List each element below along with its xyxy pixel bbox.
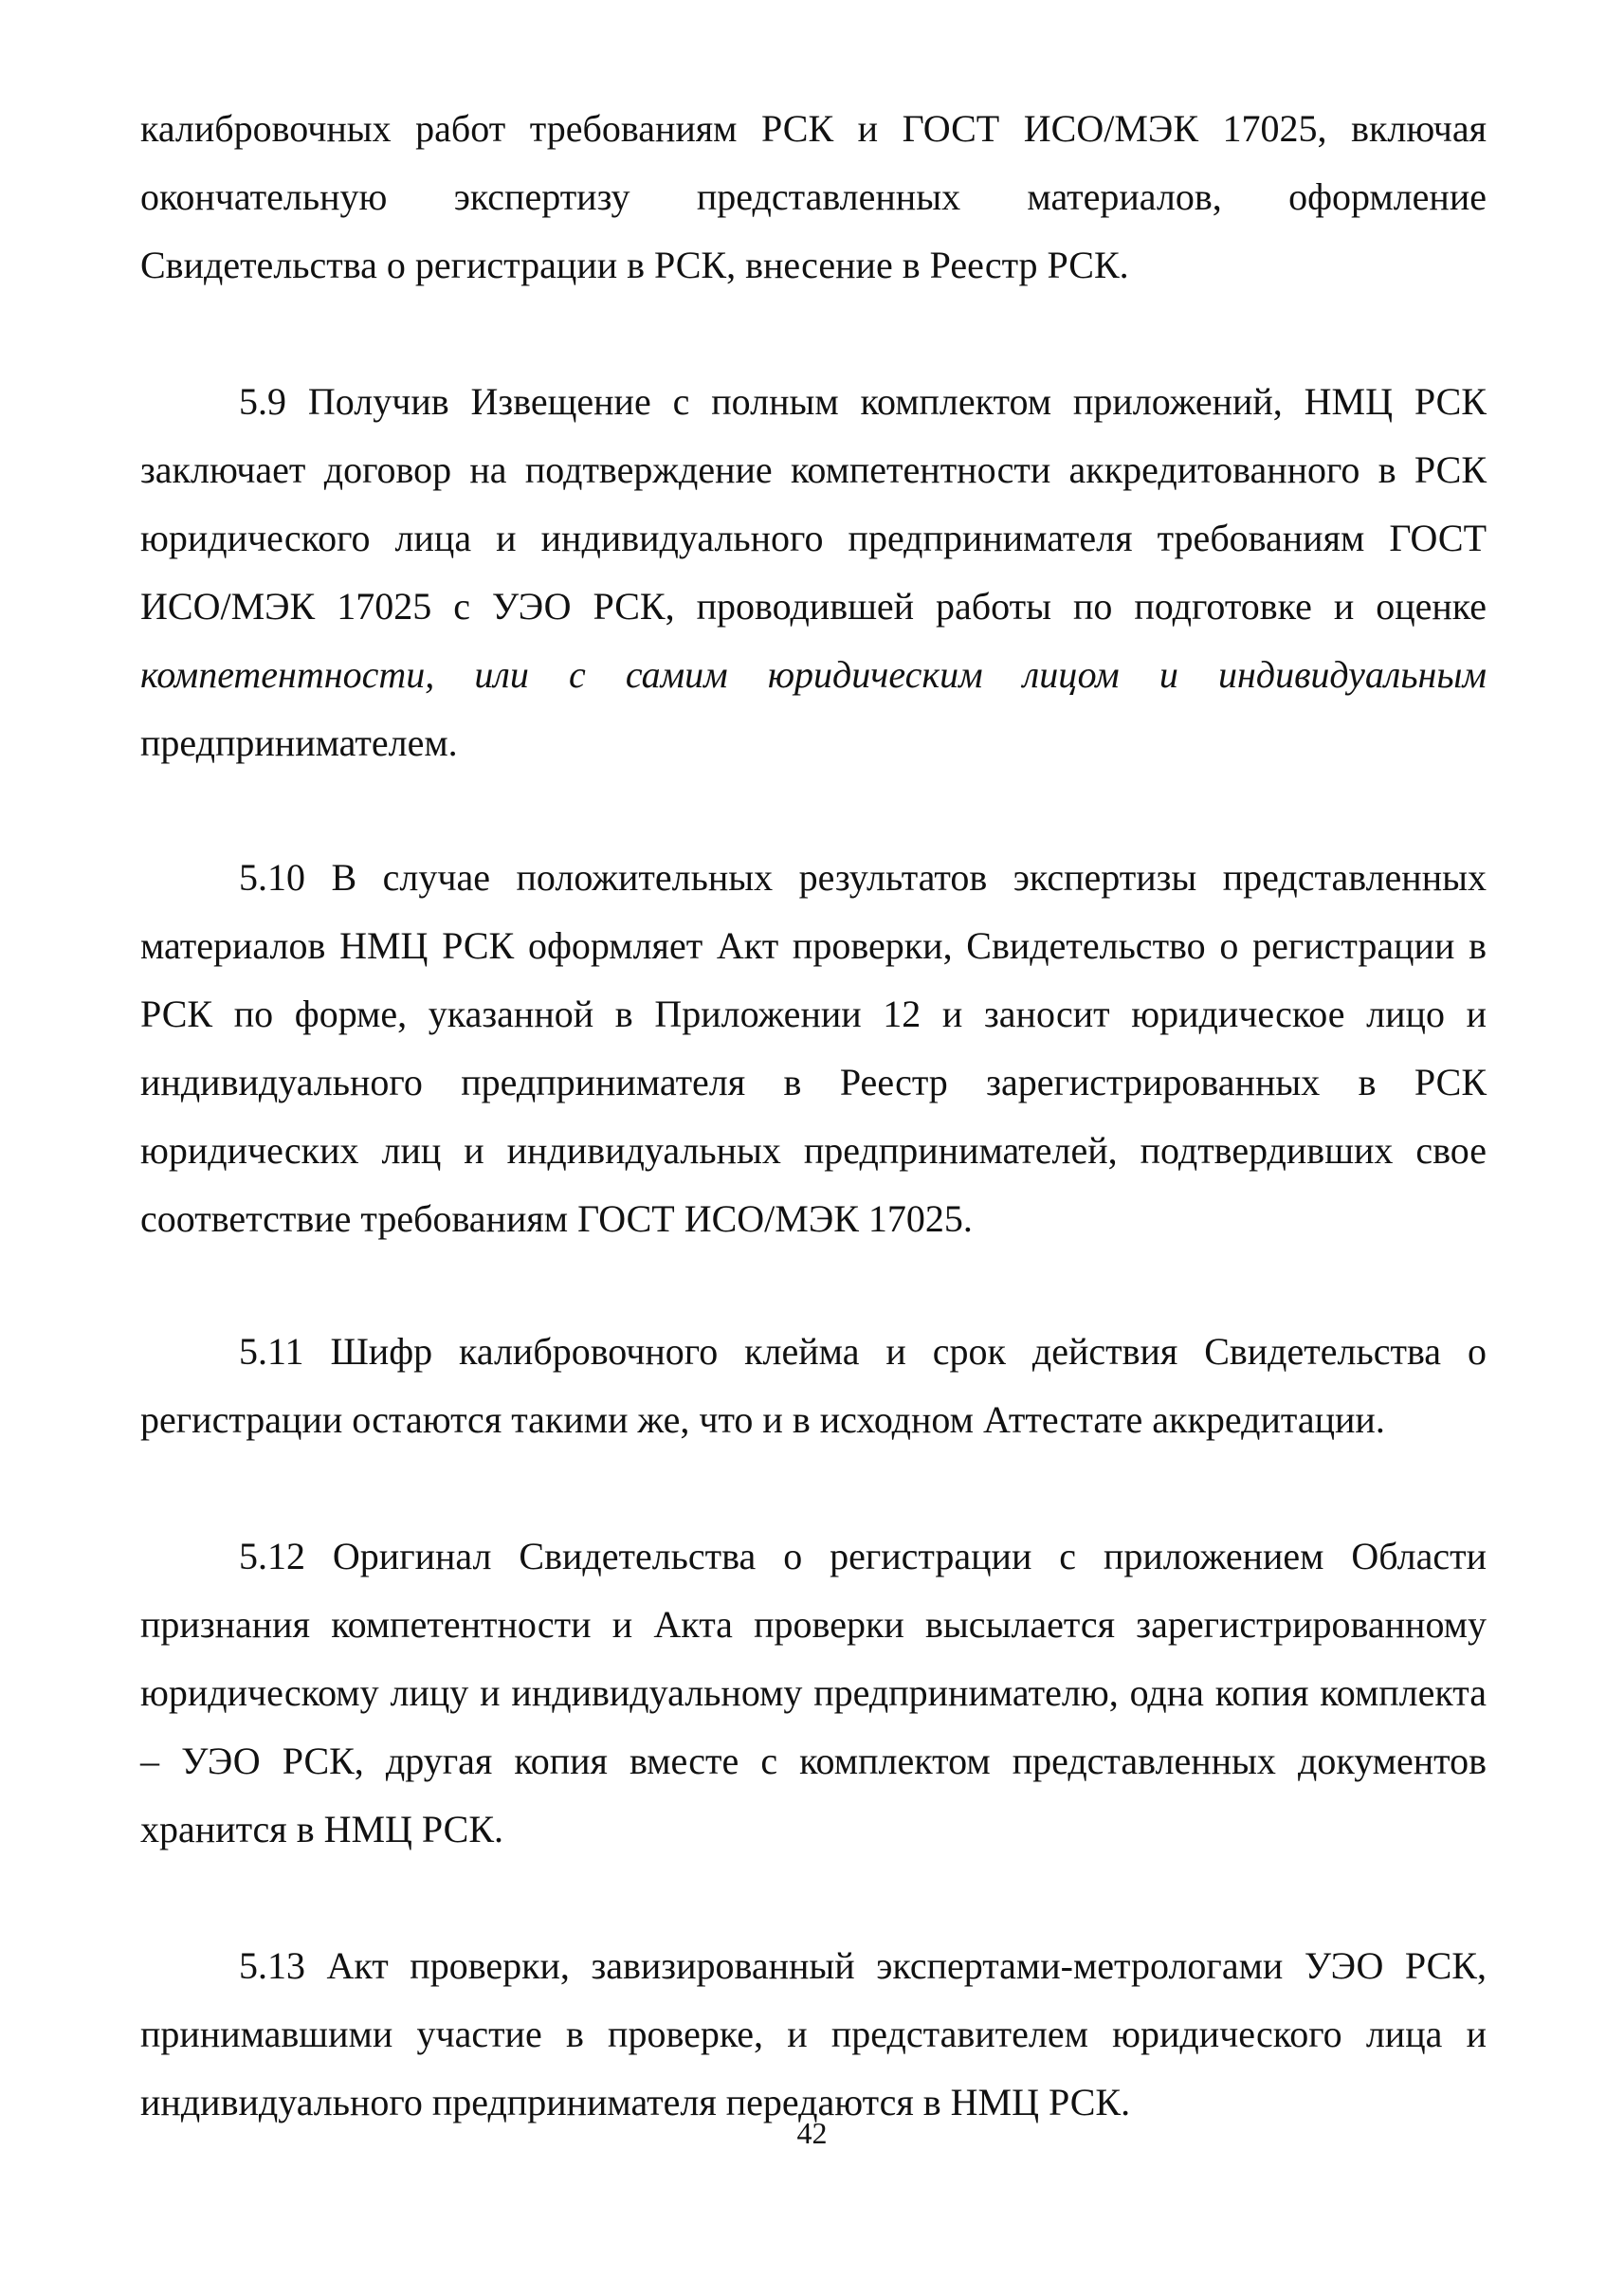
paragraph-5-9-tail: предпринимателем. [140,721,458,764]
paragraph-5-12: 5.12 Оригинал Свидетельства о регистрации с приложением Области признания компетентности и Акта проверки высылается зарегистрированному юридическому лицу и индивидуальному предпринимателю, одна копия комплекта – УЭО РСК, другая копия вместе с комплектом представленных документов хранится в НМЦ РСК. [140,1535,1487,1850]
paragraph-5-9-text: 5.9 Получив Извещение с полным комплектом приложений, НМЦ РСК заключает договор на подтверждение компетентности аккредитованного в РСК юридического лица и индивидуального предпринимателя требованиям ГОСТ ИСО/МЭК 17025 с УЭО РСК, проводившей работы по подготовке и оценке [140,380,1487,628]
paragraph-5-9-italic-text: компетентности, или с самим юридическим лицом и индивидуальным [140,653,1487,696]
paragraph-5-13: 5.13 Акт проверки, завизированный экспертами-метрологами УЭО РСК, принимавшими участие в проверке, и представителем юридического лица и индивидуального предпринимателя передаются в НМЦ РСК. [140,1944,1487,2123]
paragraph-5-10: 5.10 В случае положительных результатов экспертизы представленных материалов НМЦ РСК оформляет Акт проверки, Свидетельство о регистрации в РСК по форме, указанной в Приложении 12 и заносит юридическое лицо и индивидуального предпринимателя в Реестр зарегистрированных в РСК юридических лиц и индивидуальных предпринимателей, подтвердивших свое соответствие требованиям ГОСТ ИСО/МЭК 17025. [140,856,1487,1240]
page-number: 42 [796,2116,828,2150]
paragraph-continuation: калибровочных работ требованиям РСК и ГОСТ ИСО/МЭК 17025, включая окончательную экспертизу представленных материалов, оформление Свидетельства о регистрации в РСК, внесение в Реестр РСК. [140,107,1487,286]
paragraph-5-9 [140,368,1487,777]
paragraph-5-11: 5.11 Шифр калибровочного клейма и срок действия Свидетельства о регистрации остаются такими же, что и в исходном Аттестате аккредитации. [140,1330,1487,1441]
